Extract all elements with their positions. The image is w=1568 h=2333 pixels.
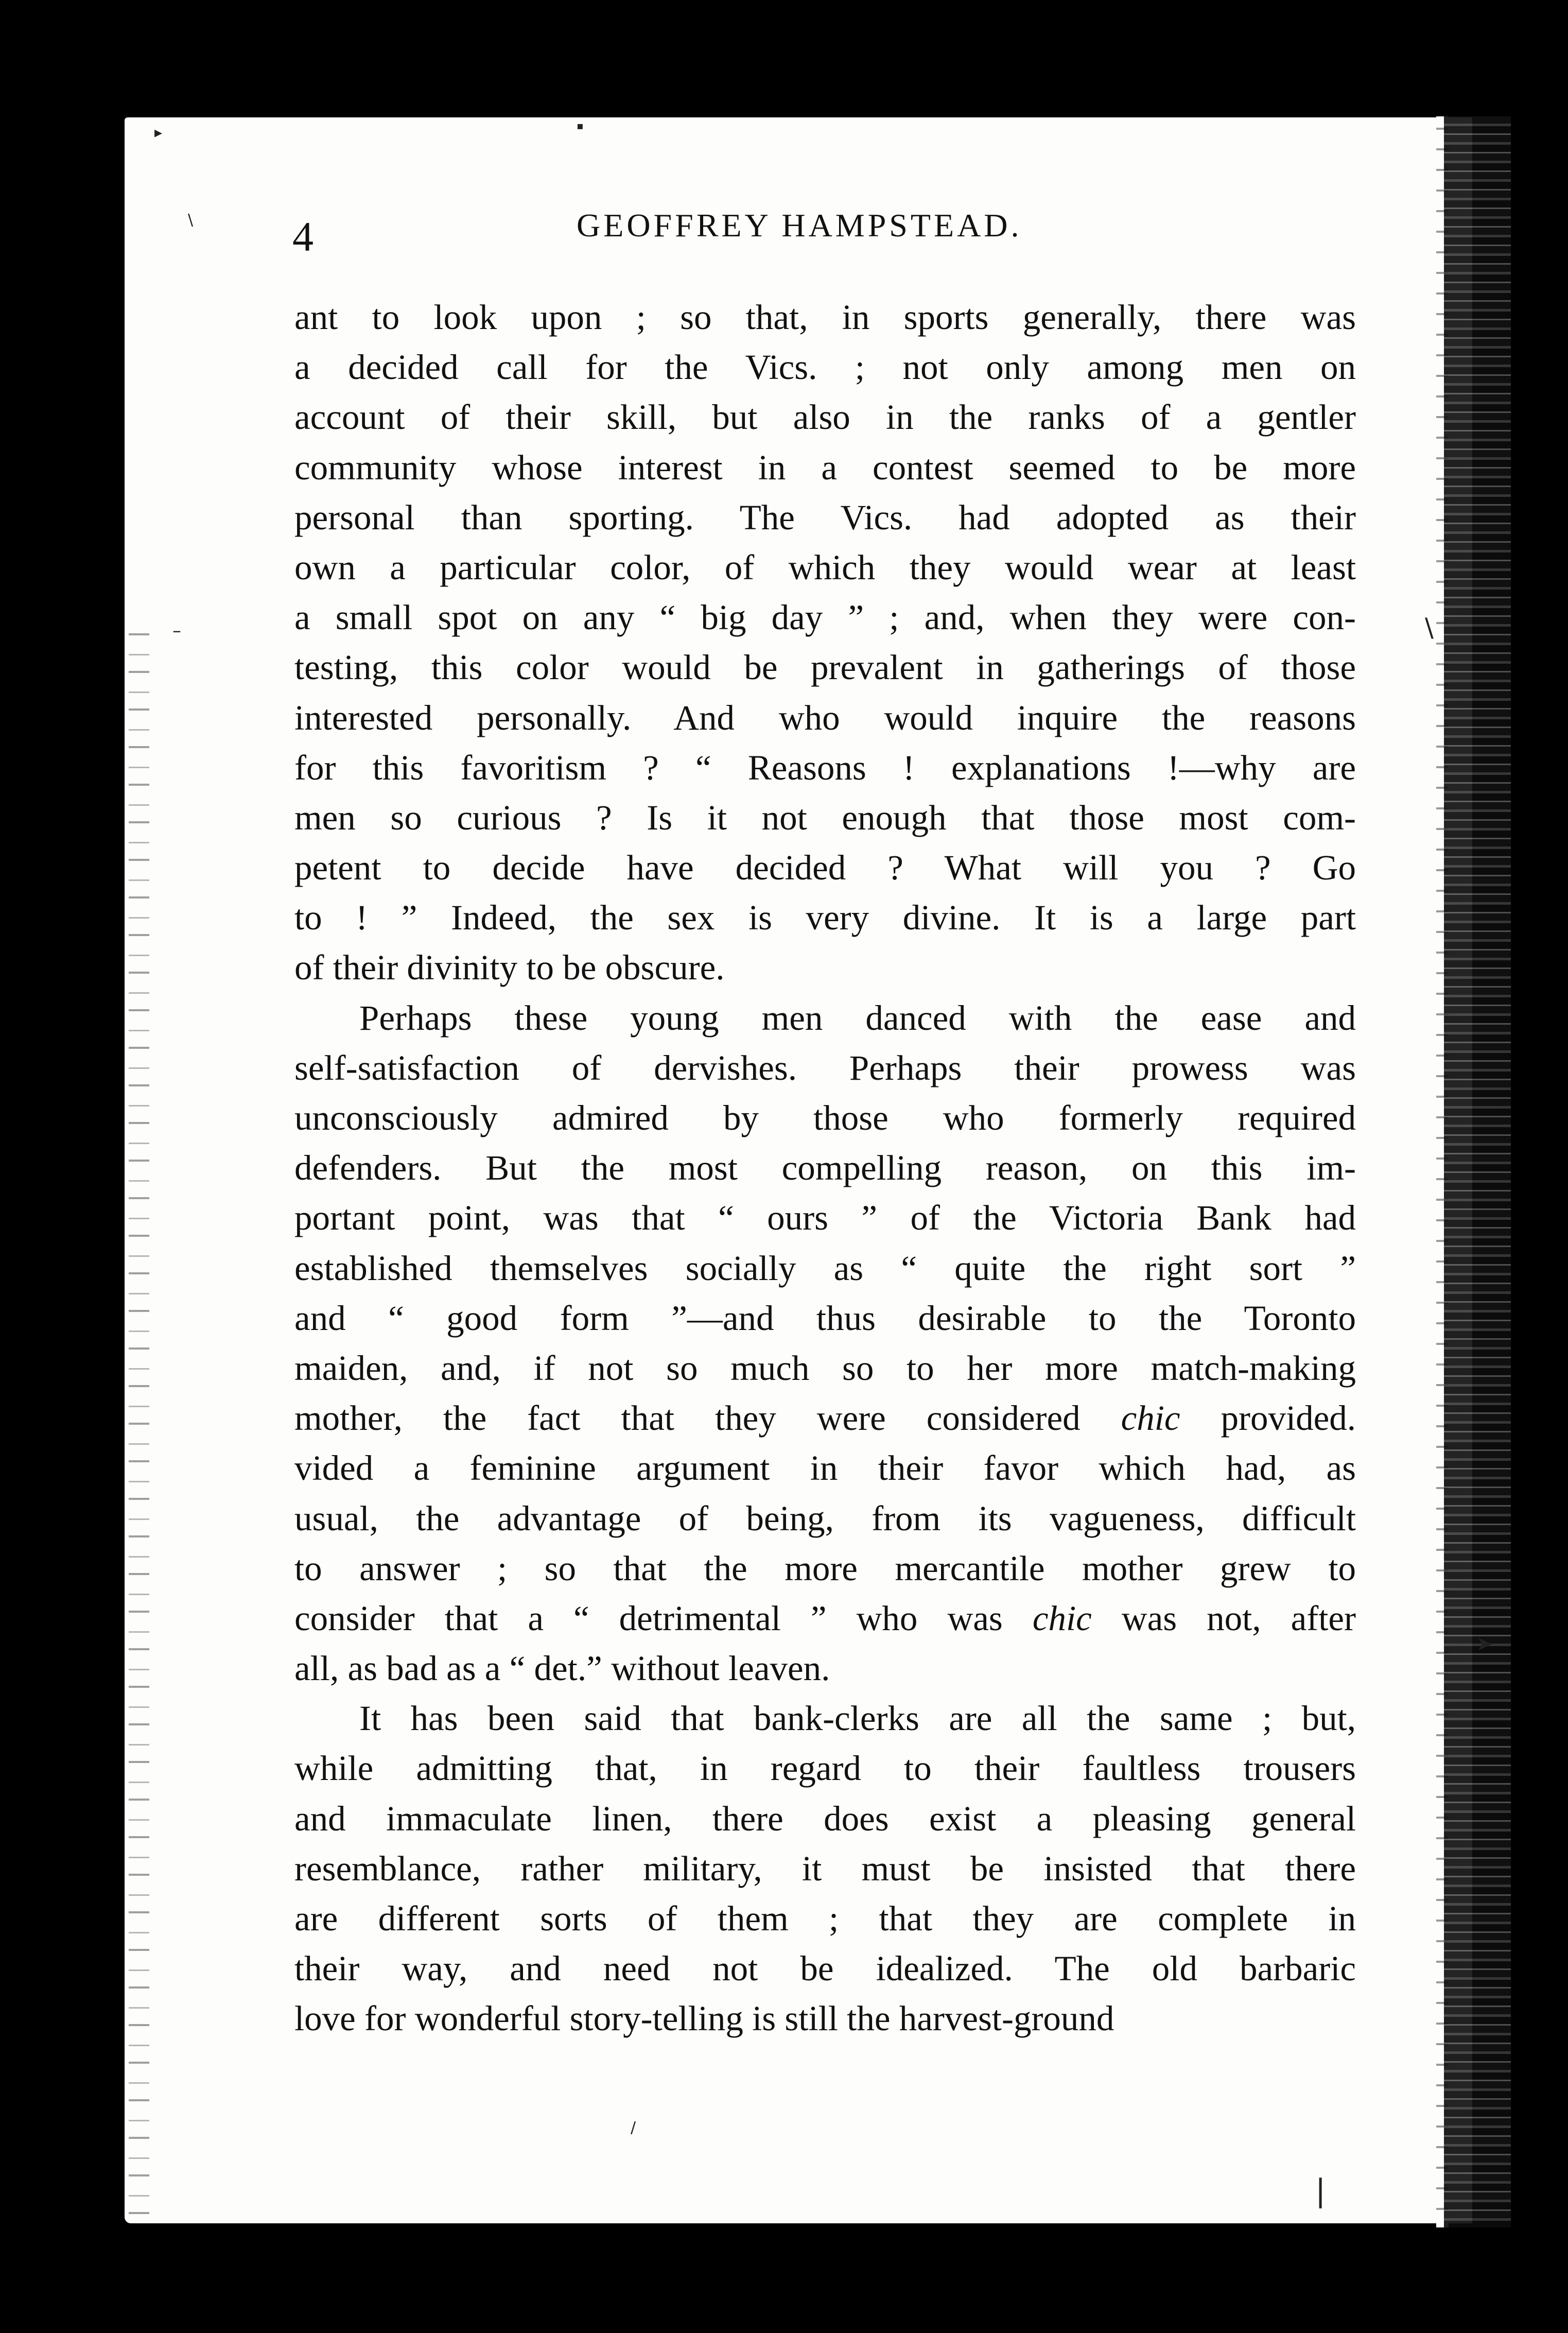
text-line (294, 593, 1356, 643)
line-segment: was not, after (1091, 1598, 1356, 1638)
text-line (294, 1494, 1356, 1544)
scan-mark: ▪ (577, 119, 584, 132)
text-line (294, 1093, 1356, 1143)
text-line (294, 543, 1356, 593)
scan-mark: – (172, 620, 181, 641)
text-line (294, 493, 1356, 543)
line-segment: Perhaps these young men danced with the ease and (359, 998, 1356, 1038)
line-segment: consider that a “ detrimental ” who was (294, 1598, 1033, 1638)
text-line (294, 1293, 1356, 1343)
text-line (294, 1693, 1356, 1743)
scan-mark: / (631, 2119, 636, 2137)
line-segment: all, as bad as a “ det.” without leaven. (294, 1649, 830, 1688)
body-text (294, 292, 1356, 2044)
line-segment: testing, this color would be prevalent in gatherings of those (294, 648, 1356, 687)
text-line (294, 693, 1356, 743)
text-line (294, 893, 1356, 943)
line-segment: own a particular color, of which they would wear at least (294, 547, 1356, 587)
line-segment: self-satisfaction of dervishes. Perhaps their prowess was (294, 1048, 1356, 1087)
text-line (294, 843, 1356, 893)
line-segment: a small spot on any “ big day ” ; and, when they were con- (294, 598, 1356, 637)
line-segment: interested personally. And who would inquire the reasons (294, 698, 1356, 737)
text-line (294, 743, 1356, 793)
page-number: 4 (292, 213, 313, 260)
text-line (294, 1794, 1356, 1844)
text-line (294, 1594, 1356, 1644)
line-segment: usual, the advantage of being, from its vagueness, difficult (294, 1498, 1356, 1538)
running-title: GEOFFREY HAMPSTEAD. (577, 207, 1022, 244)
text-line (294, 1443, 1356, 1493)
text-line (294, 1243, 1356, 1293)
line-segment: provided. (1180, 1398, 1356, 1438)
text-line (294, 342, 1356, 392)
line-segment: love for wonderful story-telling is still the harvest-ground (294, 1999, 1114, 2038)
line-segment: mother, the fact that they were considered (294, 1398, 1121, 1438)
line-segment: It has been said that bank-clerks are all the same ; but, (359, 1699, 1356, 1738)
text-line (294, 292, 1356, 342)
italic-word: chic (1121, 1398, 1180, 1438)
line-segment: for this favoritism ? “ Reasons ! explanations !—why are (294, 748, 1356, 787)
text-line (294, 943, 1356, 993)
line-segment: are different sorts of them ; that they are complete in (294, 1899, 1356, 1938)
paragraph (294, 1693, 1356, 2044)
line-segment: their way, and need not be idealized. The old barbaric (294, 1949, 1356, 1989)
line-segment: maiden, and, if not so much so to her more match-making (294, 1348, 1356, 1388)
line-segment: defenders. But the most compelling reason, on this im- (294, 1148, 1356, 1188)
line-segment: established themselves socially as “ quite the right sort ” (294, 1248, 1356, 1288)
text-line (294, 793, 1356, 843)
line-segment: to answer ; so that the more mercantile mother grew to (294, 1548, 1356, 1588)
line-segment: while admitting that, in regard to their faultless trousers (294, 1749, 1356, 1788)
text-line (294, 1844, 1356, 1894)
text-line (294, 1193, 1356, 1243)
scan-mark: ➤ (1476, 1632, 1493, 1655)
paragraph (294, 292, 1356, 993)
text-line (294, 1393, 1356, 1443)
line-segment: personal than sporting. The Vics. had adopted as their (294, 497, 1356, 537)
text-line (294, 1143, 1356, 1193)
text-line (294, 1043, 1356, 1093)
text-line (294, 993, 1356, 1043)
text-line (294, 1944, 1356, 1994)
scan-mark: ▸ (154, 124, 163, 142)
line-segment: portant point, was that “ ours ” of the Victoria Bank had (294, 1198, 1356, 1238)
text-line (294, 1644, 1356, 1693)
line-segment: ant to look upon ; so that, in sports generally, there was (294, 298, 1356, 337)
scan-mark: | (1315, 2173, 1326, 2209)
paragraph (294, 993, 1356, 1694)
text-line (294, 643, 1356, 693)
text-line (294, 1544, 1356, 1594)
text-line (294, 1743, 1356, 1793)
line-segment: a decided call for the Vics. ; not only among men on (294, 348, 1356, 387)
text-line (294, 1894, 1356, 1944)
line-segment: of their divinity to be obscure. (294, 948, 725, 988)
scan-mark: \ (188, 211, 194, 229)
text-line (294, 392, 1356, 442)
text-line (294, 1343, 1356, 1393)
scan-shadow-right (1444, 116, 1511, 2227)
line-segment: vided a feminine argument in their favor which had, as (294, 1448, 1356, 1488)
line-segment: resemblance, rather military, it must be insisted that there (294, 1848, 1356, 1888)
text-line (294, 443, 1356, 493)
line-segment: petent to decide have decided ? What will you ? Go (294, 848, 1356, 888)
line-segment: to ! ” Indeed, the sex is very divine. It is a large part (294, 898, 1356, 938)
page-header (288, 203, 1364, 265)
line-segment: community whose interest in a contest seemed to be more (294, 447, 1356, 487)
scan-mark: \ (1425, 613, 1434, 643)
line-segment: men so curious ? Is it not enough that those most com- (294, 798, 1356, 837)
page-edge-left (129, 618, 149, 2214)
line-segment: unconsciously admired by those who formerly required (294, 1098, 1356, 1137)
line-segment: and immaculate linen, there does exist a pleasing general (294, 1799, 1356, 1838)
line-segment: account of their skill, but also in the ranks of a gentler (294, 398, 1356, 437)
text-line (294, 1994, 1356, 2044)
line-segment: and “ good form ”—and thus desirable to the Toronto (294, 1298, 1356, 1338)
italic-word: chic (1032, 1598, 1092, 1638)
